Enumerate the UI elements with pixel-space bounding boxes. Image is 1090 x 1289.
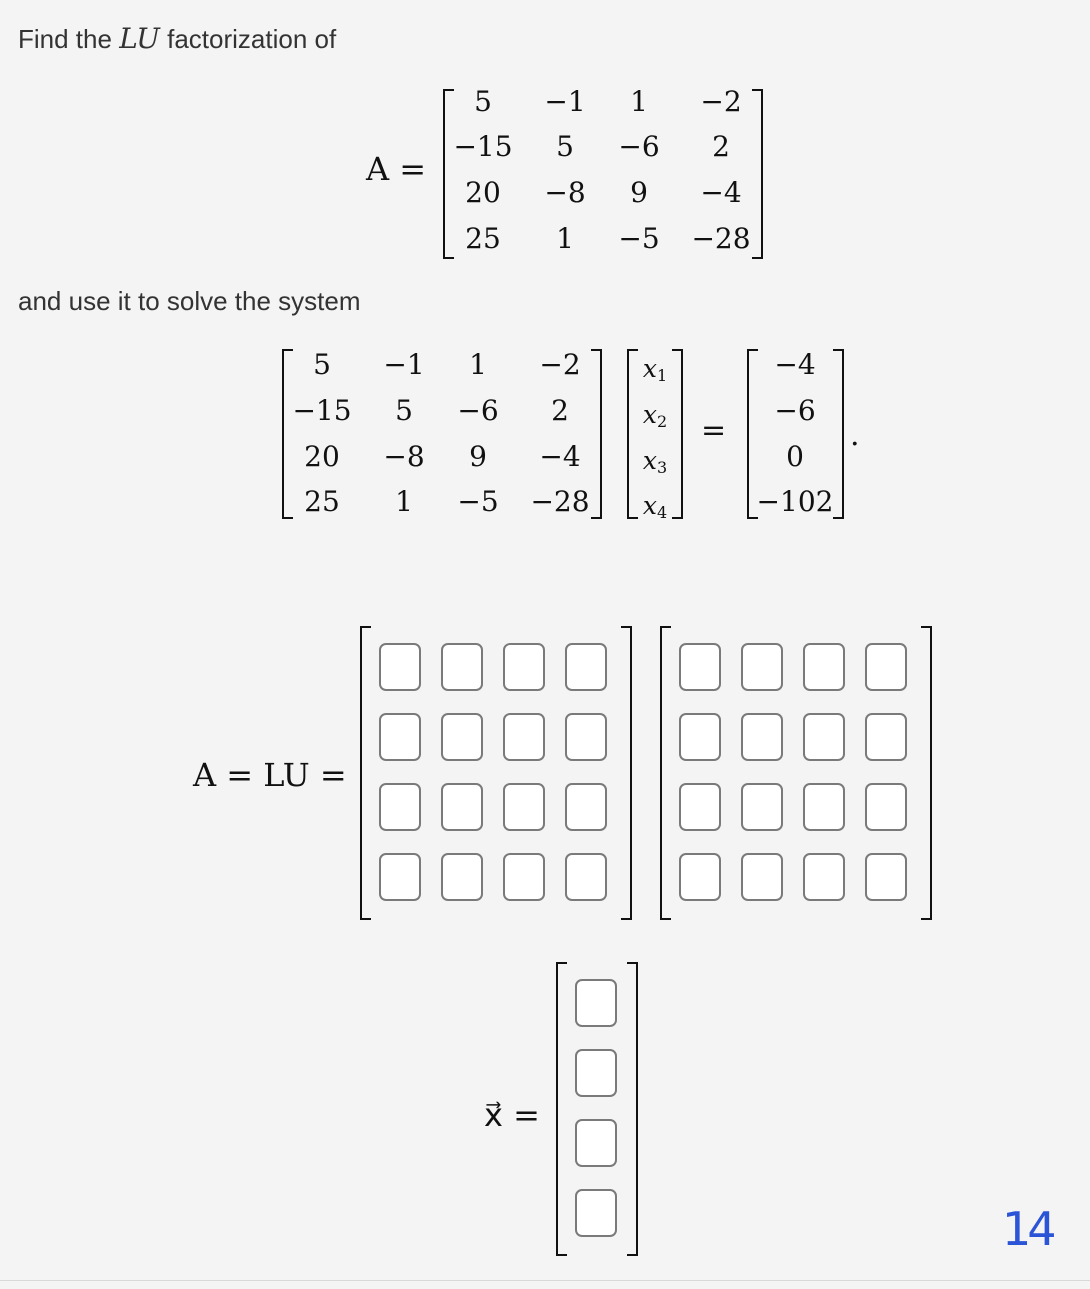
system-matrix-entry: −6 [457, 394, 499, 427]
rhs-entry: −4 [774, 348, 816, 381]
matrix-a-entry: −15 [453, 130, 513, 163]
rhs-entry: −6 [774, 394, 816, 427]
u-entry-input-r1c4[interactable] [865, 643, 907, 691]
lu-symbol: LU [119, 22, 160, 55]
l-entry-input-r3c3[interactable] [503, 783, 545, 831]
left-bracket [556, 962, 567, 1256]
right-bracket [833, 349, 844, 519]
l-entry-input-r3c4[interactable] [565, 783, 607, 831]
variable-base: x [642, 354, 657, 383]
system-matrix-entry: 20 [304, 440, 340, 473]
l-entry-input-r4c1[interactable] [379, 853, 421, 901]
system-matrix-entry: 5 [395, 394, 413, 427]
system-matrix-entry: 2 [551, 394, 569, 427]
u-entry-input-r1c2[interactable] [741, 643, 783, 691]
variable-base: x [642, 491, 657, 520]
matrix-a-entry: 9 [630, 176, 648, 209]
rhs-entry: −102 [756, 485, 834, 518]
variable-subscript: 4 [656, 503, 668, 522]
variable-subscript: 3 [656, 458, 668, 477]
l-entry-input-r1c1[interactable] [379, 643, 421, 691]
u-entry-input-r2c1[interactable] [679, 713, 721, 761]
left-bracket [360, 626, 371, 920]
matrix-a-entry: 5 [556, 130, 574, 163]
variable-entry [643, 488, 667, 530]
right-bracket [921, 626, 932, 920]
system-matrix-entry: 1 [395, 485, 413, 518]
right-bracket [752, 89, 763, 259]
system-matrix-entry: −15 [292, 394, 352, 427]
matrix-a-entry: 1 [630, 85, 648, 118]
variable-vector [627, 349, 683, 522]
u-entry-input-r3c3[interactable] [803, 783, 845, 831]
u-entry-input-r2c3[interactable] [803, 713, 845, 761]
system-period: . [850, 418, 860, 453]
matrix-a-entry: 25 [465, 222, 501, 255]
matrix-a-entry: −4 [700, 176, 742, 209]
system-matrix-entry: −4 [539, 440, 581, 473]
handwritten-note [1002, 1202, 1053, 1256]
u-entry-input-r1c1[interactable] [679, 643, 721, 691]
u-entry-input-r3c1[interactable] [679, 783, 721, 831]
matrix-a-entry: −1 [544, 85, 586, 118]
x-entry-input-r3c1[interactable] [575, 1119, 617, 1167]
l-entry-input-r3c1[interactable] [379, 783, 421, 831]
prompt-factorization-text: factorization of [167, 24, 337, 54]
matrix-a-entry: 2 [712, 130, 730, 163]
u-entry-input-r4c2[interactable] [741, 853, 783, 901]
right-bracket [627, 962, 638, 1256]
l-entry-input-r1c3[interactable] [503, 643, 545, 691]
left-bracket [627, 349, 638, 519]
bottom-divider [0, 1280, 1090, 1281]
l-entry-input-r2c2[interactable] [441, 713, 483, 761]
x-vector-input [556, 962, 638, 1256]
matrix-a-entry: −8 [544, 176, 586, 209]
l-entry-input-r4c2[interactable] [441, 853, 483, 901]
u-entry-input-r4c4[interactable] [865, 853, 907, 901]
system-matrix-entry: −5 [457, 485, 499, 518]
matrix-a-entry: 1 [556, 222, 574, 255]
variable-subscript: 1 [656, 366, 668, 385]
rhs-entry: 0 [786, 440, 804, 473]
matrix-a-label: A = [366, 150, 427, 188]
left-bracket [660, 626, 671, 920]
matrix-a [443, 85, 763, 259]
variable-entry [643, 443, 667, 485]
u-entry-input-r2c4[interactable] [865, 713, 907, 761]
system-matrix-entry: 1 [469, 348, 487, 381]
variable-subscript: 2 [656, 412, 668, 431]
u-entry-input-r3c2[interactable] [741, 783, 783, 831]
l-entry-input-r2c4[interactable] [565, 713, 607, 761]
l-entry-input-r1c2[interactable] [441, 643, 483, 691]
question-prompt [18, 22, 336, 55]
l-entry-input-r2c3[interactable] [503, 713, 545, 761]
variable-base: x [642, 446, 657, 475]
l-matrix-input [360, 626, 632, 920]
matrix-a-entry: −28 [691, 222, 751, 255]
system-equals-sign: = [701, 413, 727, 448]
system-matrix-entry: −1 [383, 348, 425, 381]
l-entry-input-r4c4[interactable] [565, 853, 607, 901]
u-entry-input-r4c3[interactable] [803, 853, 845, 901]
l-entry-input-r4c3[interactable] [503, 853, 545, 901]
x-entry-input-r2c1[interactable] [575, 1049, 617, 1097]
system-matrix-entry: −2 [539, 348, 581, 381]
right-bracket [621, 626, 632, 920]
system-matrix-entry: 9 [469, 440, 487, 473]
right-bracket [591, 349, 602, 519]
rhs-vector [747, 349, 844, 519]
u-entry-input-r4c1[interactable] [679, 853, 721, 901]
system-matrix-entry: −8 [383, 440, 425, 473]
l-entry-input-r2c1[interactable] [379, 713, 421, 761]
u-entry-input-r2c2[interactable] [741, 713, 783, 761]
matrix-a-entry: 5 [474, 85, 492, 118]
u-entry-input-r1c3[interactable] [803, 643, 845, 691]
matrix-a-entry: 20 [465, 176, 501, 209]
left-bracket [282, 349, 293, 519]
variable-entry [643, 397, 667, 439]
variable-base: x [642, 400, 657, 429]
l-entry-input-r3c2[interactable] [441, 783, 483, 831]
x-vector-label: x⃗ = [484, 1096, 540, 1134]
u-matrix-input [660, 626, 932, 920]
prompt-find-text: Find the [18, 24, 112, 54]
x-entry-input-r4c1[interactable] [575, 1189, 617, 1237]
right-bracket [672, 349, 683, 519]
system-matrix-entry: −28 [530, 485, 590, 518]
matrix-a-entry: −2 [700, 85, 742, 118]
lu-equation-label: A = LU = [193, 756, 347, 794]
system-matrix-entry: 5 [313, 348, 331, 381]
u-entry-input-r3c4[interactable] [865, 783, 907, 831]
system-coefficient-matrix [282, 349, 602, 519]
l-entry-input-r1c4[interactable] [565, 643, 607, 691]
solve-prompt: and use it to solve the system [18, 286, 361, 316]
system-matrix-entry: 25 [304, 485, 340, 518]
left-bracket [443, 89, 454, 259]
matrix-a-entry: −5 [618, 222, 660, 255]
x-entry-input-r1c1[interactable] [575, 979, 617, 1027]
matrix-a-entry: −6 [618, 130, 660, 163]
handwritten-number: 14 [1002, 1202, 1053, 1256]
variable-entry [643, 351, 667, 393]
